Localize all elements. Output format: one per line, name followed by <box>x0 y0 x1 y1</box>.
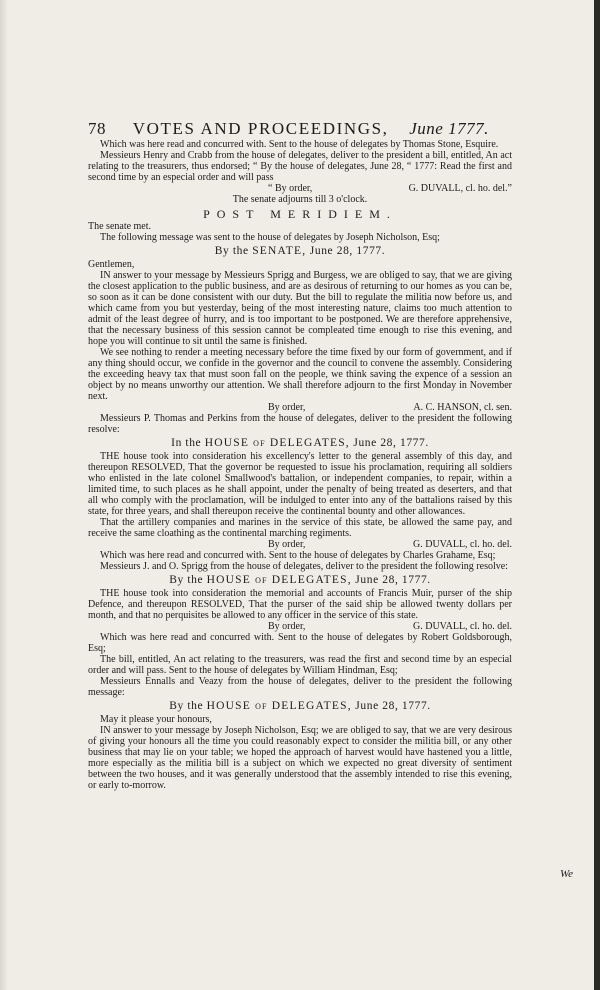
heading-body-name: SENATE, <box>252 245 307 257</box>
heading-body-name: HOUSE of DELEGATES, <box>204 437 350 449</box>
paragraph: IN answer to your message by Joseph Nicholson, Esq; we are obliged to say, that we are very desirous of giving your honours all the time you could reasonably expect to consider the militia bill, or any other business that may lie on your table; we hoped the approach of harvest would have hastened you a little, more especially as the militia bill is a subject on which we expected no great diversity of sentiment between the two houses, and it was generally understood that the assembly intended to rise this evening, or early to-morrow. <box>88 725 512 791</box>
senate-heading <box>88 246 512 257</box>
paragraph: Which was here read and concurred with. Sent to the house of delegates by Thomas Stone, Esquire. <box>100 139 499 150</box>
paragraph: Messieurs Henry and Crabb from the house of delegates, deliver to the president a bill, entitled, An act relating to the treasurers, thus endorsed; “ By the house of delegates, June 28, “ 1777: Read the first and second time by an especial order and will pass <box>88 150 512 183</box>
section-heading: POST MERIDIEM. <box>203 207 397 221</box>
signature-line <box>88 539 512 550</box>
signature-name: A. C. HANSON, cl. sen. <box>413 402 512 413</box>
paragraph: The senate met. <box>88 221 152 232</box>
paragraph: The bill, entitled, An act relating to the treasurers, was read the first and second time by an especial order and will pass. Sent to the house of delegates by William Hindman, Esq; <box>88 654 512 676</box>
heading-by: By the <box>214 245 249 257</box>
paragraph: We see nothing to render a meeting necessary before the time fixed by our form of government, and if any thing should occur, we confide in the governor and the council to convene the assembly. Considering the exceeding heavy tax that must soon fall on the people, we think saving the expence of a session an object by no means unworthy our attention. We shall therefore adjourn to the first Monday in November next. <box>88 347 512 402</box>
signature-by-order: “ By order, <box>268 183 313 194</box>
paragraph: Messieurs Ennalls and Veazy from the house of delegates, deliver to the president the following message: <box>88 676 512 698</box>
running-title: VOTES AND PROCEEDINGS, <box>132 119 389 138</box>
heading-date: June 28, 1777. <box>353 437 429 449</box>
paragraph: Which was here read and concurred with. Sent to the house of delegates by Charles Grahame, Esq; <box>100 550 496 561</box>
signature-name: G. DUVALL, cl. ho. del. <box>413 621 512 632</box>
paragraph: THE house took into consideration the memorial and accounts of Francis Muir, purser of the ship Defence, and thereupon RESOLVED, That the purser of the said ship be allowed twenty dollars per month, and that no perquisites be allowed to any officer in the service of this state. <box>88 588 512 621</box>
page-number: 78 <box>88 119 106 138</box>
house-heading <box>88 575 512 586</box>
signature-name: G. DUVALL, cl. ho. del.” <box>408 183 512 194</box>
body-text <box>88 139 512 791</box>
page-header <box>88 119 518 139</box>
heading-date: June 28, 1777. <box>355 574 431 586</box>
heading-body-name: HOUSE of DELEGATES, <box>206 700 352 712</box>
paragraph: Which was here read and concurred with. Sent to the house of delegates by Robert Goldsborough, Esq; <box>88 632 512 654</box>
signature-name: G. DUVALL, cl. ho. del. <box>413 539 512 550</box>
catchword: We <box>560 868 574 880</box>
salutation: Gentlemen, <box>88 259 135 270</box>
heading-date: June 28, 1777. <box>309 245 386 257</box>
signature-by-order: By order, <box>268 621 306 632</box>
paragraph: The following message was sent to the house of delegates by Joseph Nicholson, Esq; <box>100 232 440 243</box>
page-gutter-shadow <box>0 0 8 990</box>
signature-by-order: By order, <box>268 539 306 550</box>
paragraph: IN answer to your message by Messieurs Sprigg and Burgess, we are obliged to say, that we are giving the closest application to the public business, and are as desirous of returning to our homes as you can be, so soon as it can be done consistent with our duty. But the bill to regulate the militia now before us, and which came from you but yesterday, being of the most interesting nature, claims too much attention to admit of the least degree of hurry, and is too important to be postponed. We are therefore apprehensive, that the necessary business of this session cannot be compleated time enough to rise this evening, and hope you will continue to sit until the same is finished. <box>88 270 512 347</box>
heading-by: By the <box>169 700 204 712</box>
heading-by: In the <box>171 437 202 449</box>
heading-body-name: HOUSE of DELEGATES, <box>206 574 352 586</box>
salutation: May it please your honours, <box>100 714 212 725</box>
signature-line <box>88 621 512 632</box>
running-date: June 1777. <box>409 119 489 138</box>
adjournment-line: The senate adjourns till 3 o'clock. <box>232 194 368 205</box>
paragraph: That the artillery companies and marines in the service of this state, be allowed the same pay, and receive the same cloathing as the continental marching regiments. <box>88 517 512 539</box>
paragraph: THE house took into consideration his excellency's letter to the general assembly of this day, and thereupon RESOLVED, That the governor be requested to issue his proclamation, requiring all soldiers who enlisted in the late colonel Smallwood's battalion, or independent companies, to repair, within a limited time, to such places as he shall appoint, under the penalty of being treated as deserters, and that all who comply with the proclamation, will be indulged to enter into any of the battalions raised by this state, for three years, and shall thereupon receive the continental bounty and other allowances. <box>88 451 512 517</box>
signature-line <box>88 183 512 194</box>
signature-line <box>88 402 512 413</box>
signature-by-order: By order, <box>268 402 306 413</box>
heading-by: By the <box>169 574 204 586</box>
paragraph: Messieurs P. Thomas and Perkins from the house of delegates, deliver to the president the following resolve: <box>88 413 512 435</box>
paragraph: Messieurs J. and O. Sprigg from the house of delegates, deliver to the president the following resolve: <box>100 561 508 572</box>
heading-date: June 28, 1777. <box>355 700 431 712</box>
house-heading <box>88 438 512 449</box>
house-heading <box>88 701 512 712</box>
